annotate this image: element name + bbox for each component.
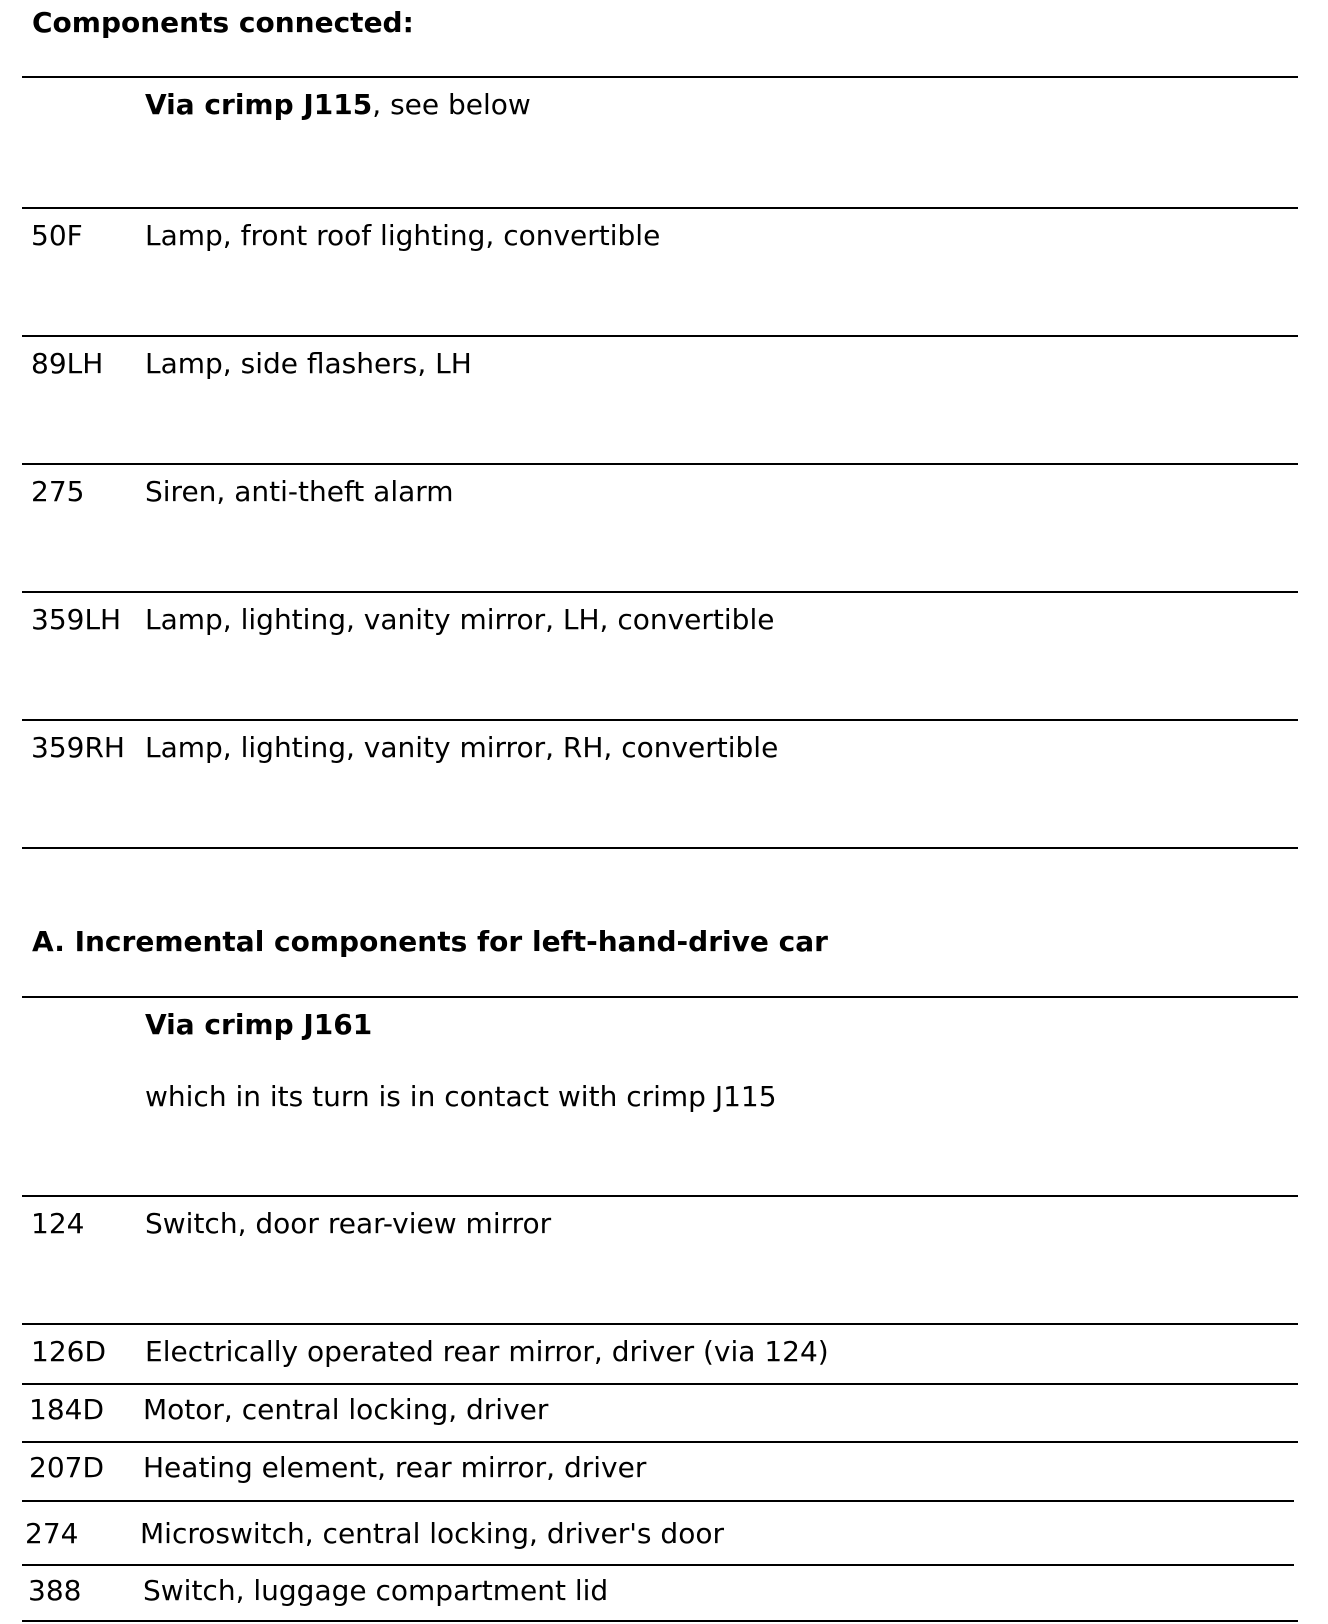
component-description: Lamp, side flashers, LH [145, 347, 472, 380]
component-code: 184D [29, 1393, 105, 1426]
table-rule [22, 1564, 1294, 1566]
component-code: 275 [31, 475, 85, 508]
table-rule [22, 1620, 1298, 1622]
component-code: 89LH [31, 347, 104, 380]
table-rule [22, 1383, 1298, 1385]
table-rule [22, 591, 1298, 593]
table-rule [22, 1323, 1298, 1325]
component-code: 126D [31, 1335, 107, 1368]
component-code: 359LH [31, 603, 122, 636]
component-description: Lamp, lighting, vanity mirror, RH, convertible [145, 731, 779, 764]
component-code: 124 [31, 1207, 85, 1240]
via-crimp-j115-suffix: , see below [372, 88, 531, 121]
component-code: 50F [31, 219, 83, 252]
table-rule [22, 847, 1298, 849]
component-code: 274 [25, 1517, 79, 1550]
component-description: Siren, anti-theft alarm [145, 475, 454, 508]
table-rule [22, 719, 1298, 721]
via-crimp-j161-note: which in its turn is in contact with crimp J115 [145, 1080, 777, 1113]
section-2-title: A. Incremental components for left-hand-drive car [32, 925, 828, 958]
table-rule [22, 1500, 1294, 1502]
table-rule [22, 207, 1298, 209]
table-rule [22, 76, 1298, 78]
component-description: Switch, door rear-view mirror [145, 1207, 552, 1240]
table-rule [22, 1441, 1298, 1443]
via-crimp-j115-note [145, 88, 531, 122]
component-code: 388 [28, 1574, 82, 1607]
component-description: Switch, luggage compartment lid [143, 1574, 609, 1607]
component-description: Lamp, lighting, vanity mirror, LH, convertible [145, 603, 775, 636]
table-rule [22, 463, 1298, 465]
section-1-title: Components connected: [32, 6, 414, 39]
component-description: Heating element, rear mirror, driver [143, 1451, 647, 1484]
component-description: Electrically operated rear mirror, driver (via 124) [145, 1335, 829, 1368]
table-rule [22, 335, 1298, 337]
component-description: Lamp, front roof lighting, convertible [145, 219, 661, 252]
component-code: 207D [29, 1451, 105, 1484]
via-crimp-j115-label: Via crimp J115 [145, 88, 373, 121]
via-crimp-j161-label: Via crimp J161 [145, 1008, 373, 1041]
component-code: 359RH [31, 731, 125, 764]
table-rule [22, 996, 1298, 998]
component-description: Microswitch, central locking, driver's door [140, 1517, 724, 1550]
component-description: Motor, central locking, driver [143, 1393, 549, 1426]
table-rule [22, 1195, 1298, 1197]
